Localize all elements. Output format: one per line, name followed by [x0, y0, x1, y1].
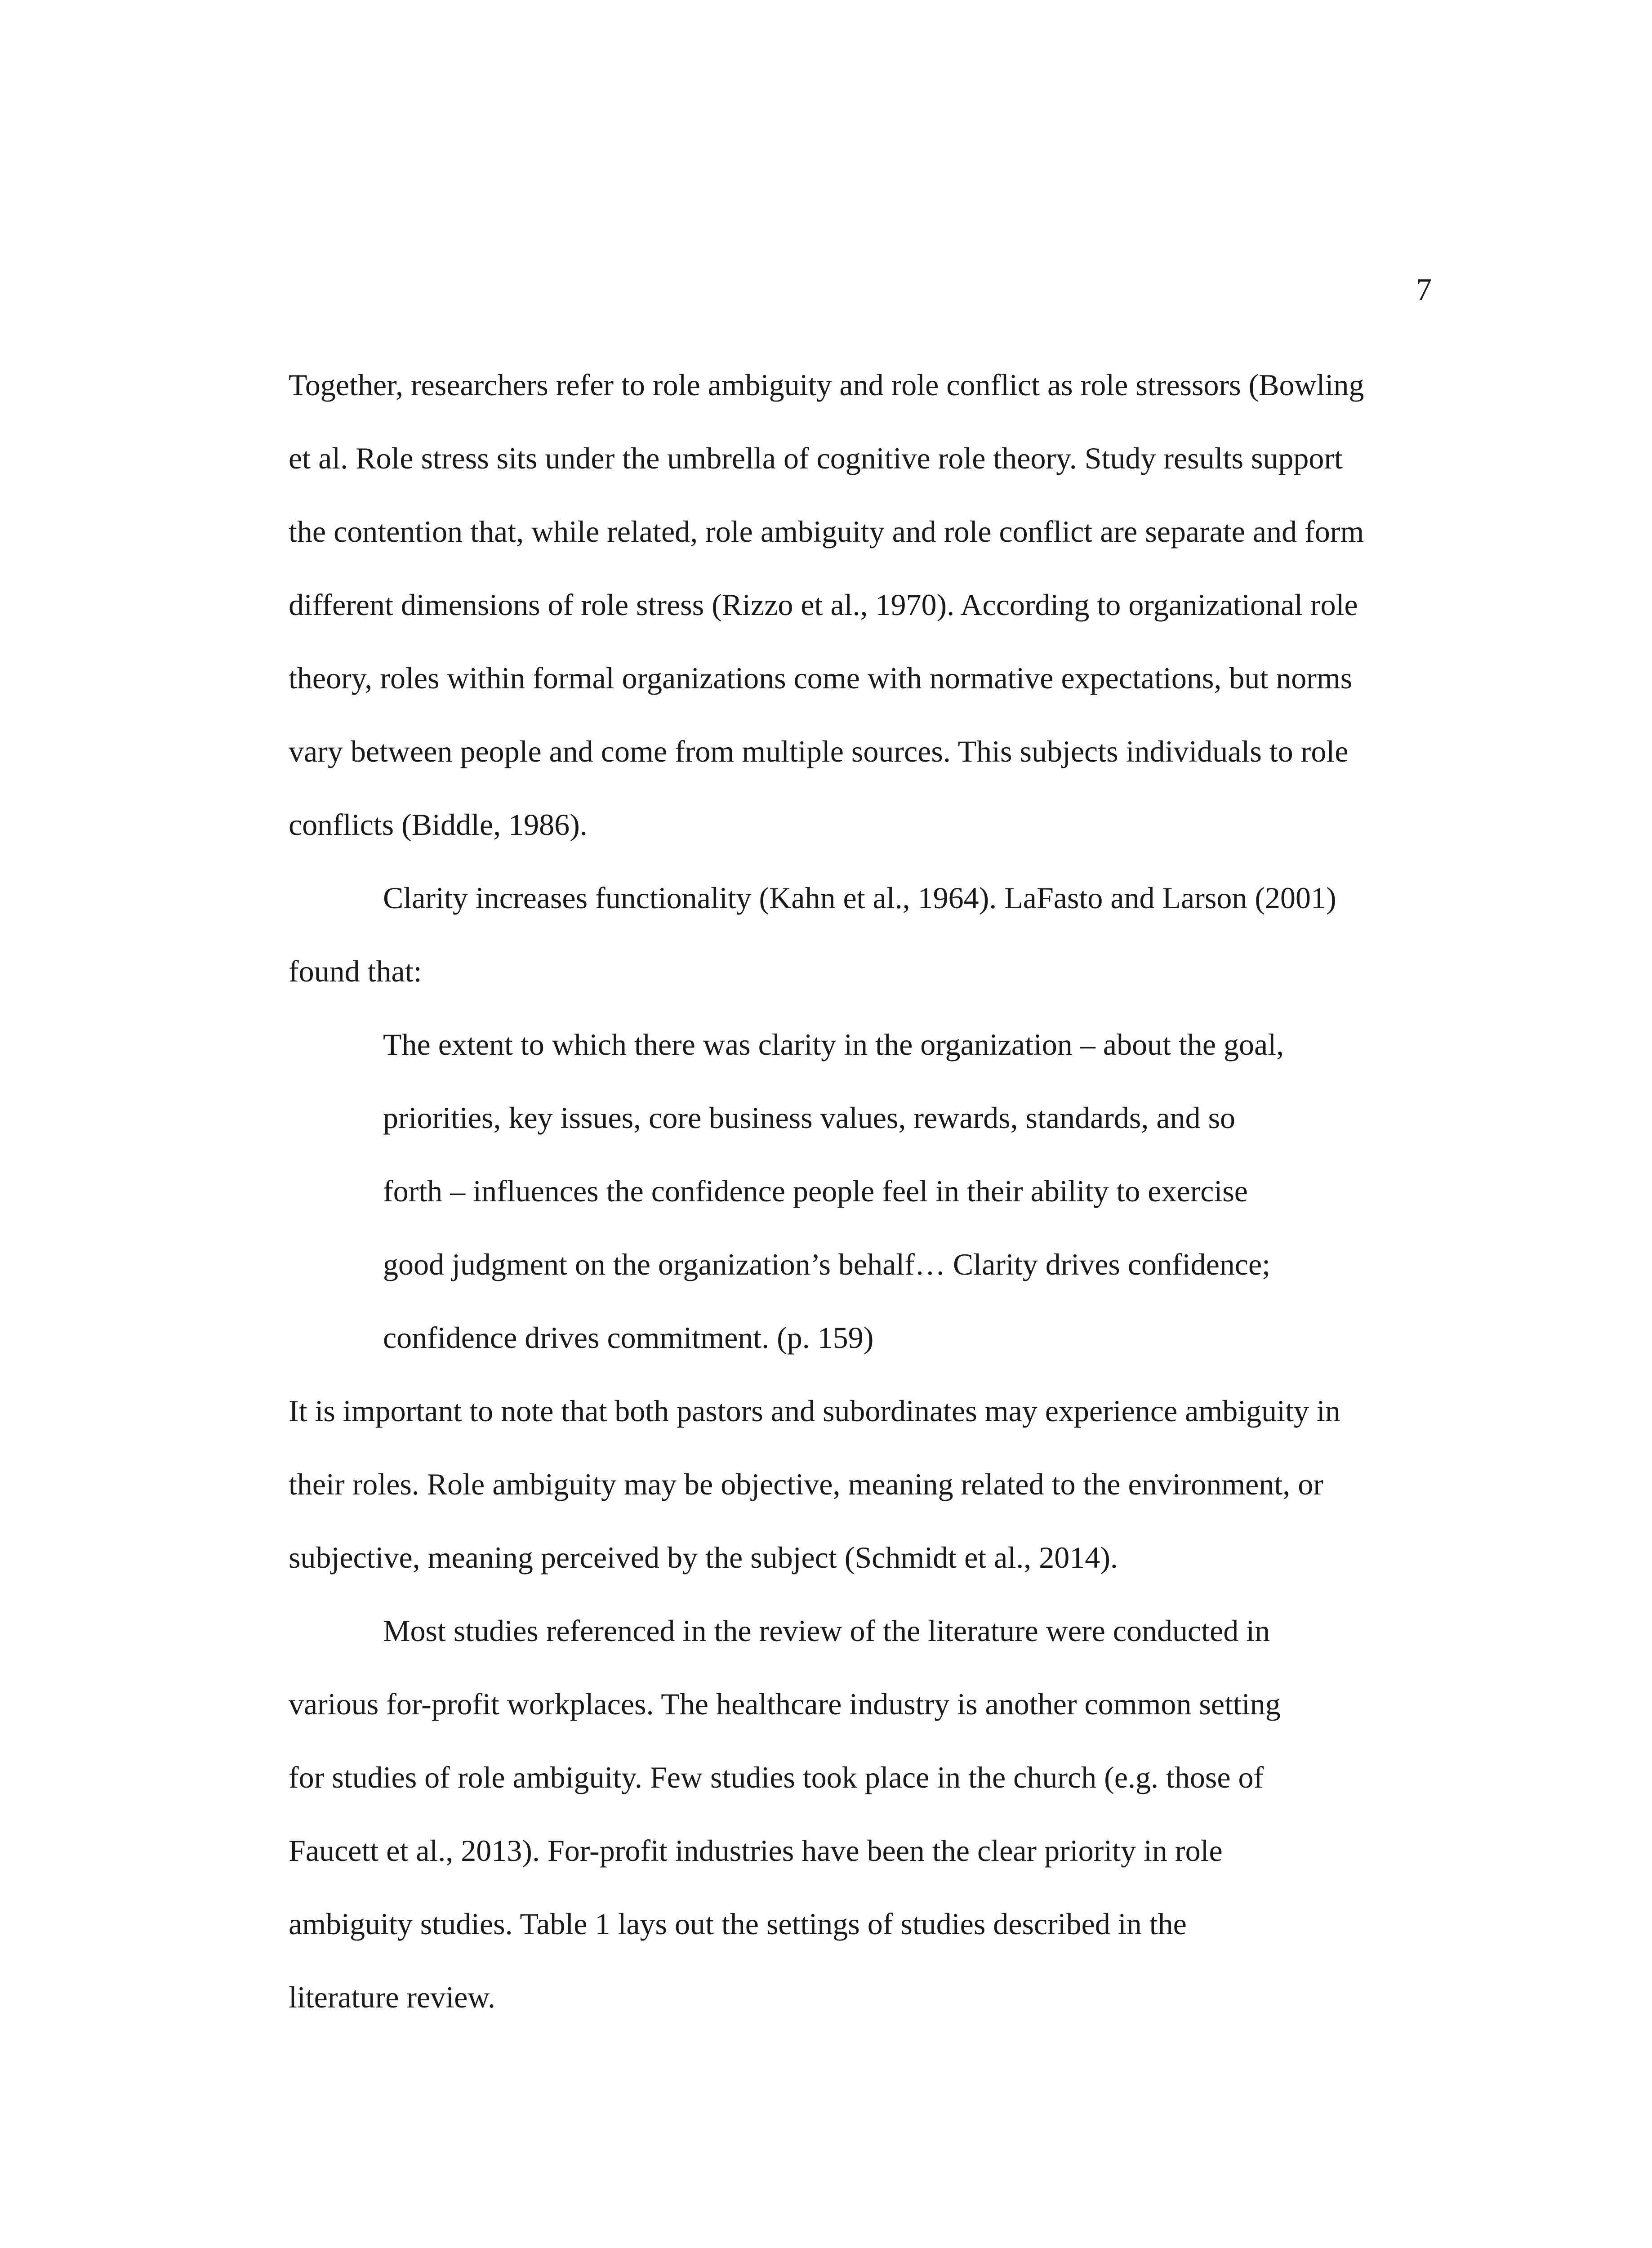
text-line: various for-profit workplaces. The healthcare industry is another common setting — [289, 1687, 1281, 1721]
block-quote-line: priorities, key issues, core business values, rewards, standards, and so — [383, 1101, 1236, 1135]
text-line: different dimensions of role stress (Rizzo et al., 1970). According to organizational role — [289, 588, 1358, 622]
text-line: It is important to note that both pastors and subordinates may experience ambiguity in — [289, 1394, 1340, 1428]
text-line: theory, roles within formal organizations come with normative expectations, but norms — [289, 661, 1353, 695]
text-line: subjective, meaning perceived by the subject (Schmidt et al., 2014). — [289, 1540, 1118, 1574]
block-quote-line: good judgment on the organization’s behalf… Clarity drives confidence; — [383, 1247, 1271, 1281]
block-quote-line: The extent to which there was clarity in the organization – about the goal, — [383, 1027, 1284, 1062]
block-quote-line: forth – influences the confidence people feel in their ability to exercise — [383, 1174, 1248, 1208]
text-line: conflicts (Biddle, 1986). — [289, 807, 588, 842]
text-line: et al. Role stress sits under the umbrella of cognitive role theory. Study results support — [289, 441, 1343, 475]
page-number: 7 — [1416, 272, 1432, 307]
text-line: found that: — [289, 954, 422, 988]
text-line: literature review. — [289, 1980, 495, 2014]
text-line: vary between people and come from multiple sources. This subjects individuals to role — [289, 734, 1349, 768]
text-line: Faucett et al., 2013). For-profit industries have been the clear priority in role — [289, 1833, 1223, 1868]
text-line: Clarity increases functionality (Kahn et al., 1964). LaFasto and Larson (2001) — [383, 881, 1336, 915]
text-line: the contention that, while related, role ambiguity and role conflict are separate and form — [289, 514, 1364, 549]
block-quote-line: confidence drives commitment. (p. 159) — [383, 1320, 874, 1355]
text-line: Most studies referenced in the review of the literature were conducted in — [383, 1614, 1270, 1648]
text-line: for studies of role ambiguity. Few studies took place in the church (e.g. those of — [289, 1760, 1264, 1794]
text-line: Together, researchers refer to role ambiguity and role conflict as role stressors (Bowling — [289, 368, 1364, 402]
text-line: their roles. Role ambiguity may be objective, meaning related to the environment, or — [289, 1467, 1323, 1501]
text-line: ambiguity studies. Table 1 lays out the settings of studies described in the — [289, 1907, 1187, 1941]
